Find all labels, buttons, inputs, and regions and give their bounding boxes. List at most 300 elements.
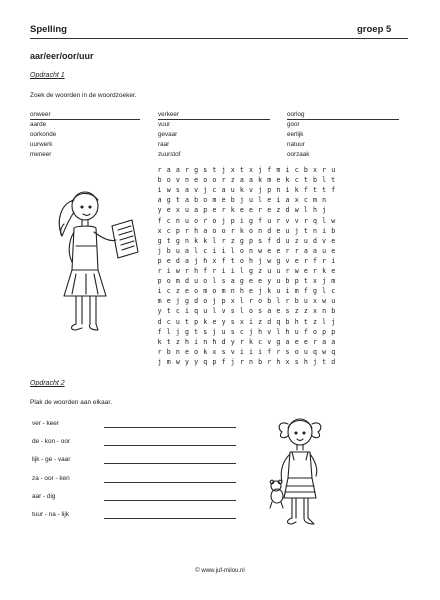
- grid-letter: e: [166, 206, 171, 215]
- grid-letter: d: [221, 337, 226, 346]
- grid-letter: u: [203, 307, 208, 316]
- answer-line[interactable]: [104, 500, 236, 501]
- grid-letter: s: [258, 307, 263, 316]
- grid-letter: j: [175, 297, 180, 306]
- grid-letter: h: [203, 256, 208, 265]
- grid-letter: r: [303, 216, 308, 225]
- grid-letter: y: [221, 317, 226, 326]
- grid-letter: u: [230, 186, 235, 195]
- grid-row: [155, 247, 338, 255]
- grid-letter: f: [157, 327, 162, 336]
- grid-letter: l: [303, 206, 308, 215]
- grid-letter: f: [203, 267, 208, 275]
- grid-letter: l: [276, 327, 281, 336]
- grid-letter: f: [267, 236, 272, 245]
- grid-letter: a: [166, 166, 171, 174]
- grid-letter: m: [267, 176, 272, 185]
- grid-letter: r: [322, 256, 327, 265]
- grid-letter: e: [331, 236, 336, 245]
- grid-letter: x: [312, 277, 317, 286]
- grid-letter: k: [239, 186, 244, 195]
- grid-letter: b: [331, 226, 336, 235]
- grid-letter: m: [203, 287, 208, 296]
- grid-letter: f: [267, 166, 272, 174]
- grid-letter: u: [221, 327, 226, 336]
- grid-letter: s: [203, 327, 208, 336]
- grid-letter: y: [185, 357, 189, 366]
- grid-letter: l: [322, 287, 327, 296]
- page-title: aar/eer/oor/uur: [30, 51, 94, 61]
- grid-letter: k: [157, 337, 162, 346]
- grid-letter: i: [248, 347, 253, 356]
- grid-letter: e: [276, 226, 281, 235]
- answer-line[interactable]: [104, 427, 236, 428]
- grid-letter: y: [157, 206, 162, 215]
- grid-letter: i: [212, 246, 217, 255]
- grid-letter: a: [322, 337, 327, 346]
- grid-letter: l: [212, 236, 217, 245]
- grid-letter: j: [322, 206, 327, 215]
- grid-letter: j: [322, 277, 327, 286]
- grid-letter: k: [203, 317, 208, 326]
- girl-reading-illustration: [30, 178, 145, 338]
- grid-letter: j: [258, 287, 263, 296]
- join-word-syllables: ver - keer: [32, 420, 59, 427]
- group-label: groep 5: [357, 24, 392, 35]
- grid-letter: b: [166, 246, 171, 255]
- grid-letter: f: [303, 186, 308, 195]
- grid-letter: h: [212, 337, 217, 346]
- grid-letter: x: [157, 226, 162, 235]
- grid-letter: i: [157, 287, 162, 296]
- grid-row: [155, 267, 338, 275]
- grid-letter: v: [267, 337, 272, 346]
- grid-letter: r: [312, 267, 317, 275]
- word-list-item: oorkonde: [30, 131, 57, 138]
- answer-line[interactable]: [104, 463, 236, 464]
- grid-letter: b: [157, 176, 162, 185]
- grid-letter: q: [331, 347, 336, 356]
- grid-letter: p: [194, 317, 199, 326]
- grid-letter: b: [258, 357, 263, 366]
- grid-row: [155, 166, 338, 174]
- grid-row: [155, 287, 338, 295]
- grid-letter: o: [248, 226, 253, 235]
- grid-letter: u: [248, 196, 253, 205]
- grid-letter: e: [166, 256, 171, 265]
- grid-letter: r: [276, 216, 281, 225]
- grid-letter: b: [285, 277, 290, 286]
- grid-letter: i: [258, 347, 263, 356]
- word-list-item: eerlijk: [287, 131, 304, 138]
- grid-letter: t: [166, 337, 171, 346]
- grid-row: [155, 227, 338, 235]
- grid-letter: w: [331, 216, 336, 225]
- grid-letter: o: [212, 216, 217, 225]
- grid-letter: p: [294, 277, 299, 286]
- grid-letter: e: [166, 297, 171, 306]
- grid-letter: c: [166, 287, 171, 296]
- grid-letter: f: [303, 287, 308, 296]
- grid-letter: x: [312, 166, 317, 174]
- grid-letter: a: [203, 226, 208, 235]
- grid-letter: h: [294, 317, 299, 326]
- grid-letter: f: [267, 347, 272, 356]
- grid-row: [155, 176, 338, 184]
- grid-letter: n: [258, 226, 263, 235]
- answer-line[interactable]: [104, 482, 236, 483]
- grid-letter: r: [212, 267, 217, 275]
- grid-letter: i: [157, 186, 162, 195]
- grid-letter: p: [212, 357, 217, 366]
- grid-row: [155, 328, 338, 336]
- grid-letter: q: [312, 347, 317, 356]
- grid-letter: a: [194, 206, 199, 215]
- grid-letter: w: [322, 297, 327, 306]
- grid-letter: r: [221, 176, 226, 185]
- grid-letter: a: [331, 337, 336, 346]
- grid-letter: k: [203, 347, 208, 356]
- grid-letter: l: [166, 327, 171, 336]
- grid-letter: e: [248, 287, 253, 296]
- grid-letter: v: [221, 307, 226, 316]
- grid-letter: i: [166, 267, 171, 275]
- grid-letter: i: [285, 287, 290, 296]
- grid-letter: z: [312, 317, 317, 326]
- grid-letter: b: [194, 196, 199, 205]
- grid-letter: e: [185, 347, 189, 356]
- grid-letter: u: [303, 236, 308, 245]
- grid-letter: r: [230, 226, 235, 235]
- grid-letter: s: [203, 166, 208, 174]
- grid-row: [155, 358, 338, 366]
- grid-letter: u: [194, 277, 199, 286]
- grid-letter: s: [285, 347, 290, 356]
- grid-letter: a: [312, 246, 317, 255]
- join-word-syllables: tuur - na - lijk: [32, 511, 69, 518]
- grid-letter: e: [276, 307, 281, 316]
- grid-row: [155, 297, 338, 305]
- grid-letter: t: [194, 327, 199, 336]
- grid-letter: d: [267, 317, 272, 326]
- grid-letter: r: [203, 216, 208, 225]
- grid-letter: z: [294, 236, 299, 245]
- grid-letter: h: [194, 267, 199, 275]
- grid-letter: c: [331, 287, 336, 296]
- word-list-item: uurwerk: [30, 141, 53, 148]
- header-divider: [30, 38, 408, 39]
- grid-letter: m: [221, 287, 226, 296]
- grid-letter: f: [221, 256, 226, 265]
- grid-letter: m: [331, 277, 336, 286]
- grid-letter: h: [185, 337, 189, 346]
- grid-letter: e: [212, 206, 217, 215]
- footer-credit: © www.juf-milou.nl: [195, 568, 245, 574]
- grid-letter: u: [267, 216, 272, 225]
- grid-letter: n: [185, 176, 189, 185]
- grid-letter: r: [312, 337, 317, 346]
- grid-letter: l: [239, 307, 244, 316]
- grid-letter: r: [239, 337, 244, 346]
- grid-letter: e: [267, 206, 272, 215]
- grid-letter: u: [285, 236, 290, 245]
- grid-letter: r: [285, 297, 290, 306]
- grid-letter: r: [303, 256, 308, 265]
- grid-letter: u: [322, 246, 327, 255]
- grid-row: [155, 318, 338, 326]
- grid-letter: j: [203, 186, 208, 195]
- grid-letter: x: [212, 256, 217, 265]
- grid-letter: o: [166, 176, 171, 185]
- grid-letter: n: [312, 226, 317, 235]
- grid-letter: t: [322, 186, 327, 195]
- grid-letter: r: [248, 297, 253, 306]
- grid-letter: f: [303, 327, 308, 336]
- grid-letter: o: [212, 287, 217, 296]
- grid-letter: w: [294, 267, 299, 275]
- grid-letter: k: [230, 206, 235, 215]
- grid-letter: u: [276, 277, 281, 286]
- word-list-rule: [30, 119, 140, 120]
- grid-row: [155, 338, 338, 346]
- word-list-item: aarde: [30, 121, 47, 128]
- grid-letter: k: [258, 176, 263, 185]
- grid-letter: x: [248, 166, 253, 174]
- grid-letter: f: [258, 216, 263, 225]
- grid-letter: q: [194, 307, 199, 316]
- grid-letter: j: [258, 256, 263, 265]
- grid-letter: i: [239, 216, 244, 225]
- grid-letter: b: [312, 176, 317, 185]
- grid-letter: z: [230, 176, 235, 185]
- grid-letter: z: [294, 307, 299, 316]
- grid-letter: d: [267, 226, 272, 235]
- grid-letter: i: [276, 196, 281, 205]
- grid-letter: e: [294, 337, 299, 346]
- grid-letter: u: [294, 327, 299, 336]
- grid-row: [155, 237, 338, 245]
- grid-letter: d: [185, 277, 189, 286]
- grid-letter: g: [248, 267, 253, 275]
- grid-letter: s: [221, 277, 226, 286]
- grid-letter: y: [194, 357, 199, 366]
- join-word-syllables: lijk - ge - vaar: [32, 456, 71, 464]
- grid-letter: a: [303, 246, 308, 255]
- grid-letter: b: [166, 347, 171, 356]
- grid-letter: k: [267, 287, 272, 296]
- grid-letter: b: [285, 317, 290, 326]
- grid-letter: l: [322, 317, 327, 326]
- grid-letter: w: [175, 267, 180, 275]
- grid-letter: o: [194, 216, 199, 225]
- girl-with-teddy-illustration: [262, 412, 344, 532]
- grid-letter: l: [276, 297, 281, 306]
- grid-letter: e: [221, 196, 226, 205]
- grid-letter: d: [285, 206, 290, 215]
- grid-letter: t: [303, 317, 308, 326]
- answer-line[interactable]: [104, 518, 236, 519]
- grid-letter: t: [303, 226, 308, 235]
- grid-letter: r: [185, 267, 189, 275]
- grid-letter: t: [239, 166, 244, 174]
- grid-letter: i: [221, 267, 226, 275]
- grid-letter: g: [276, 337, 281, 346]
- task2-instruction: Plak de woorden aan elkaar.: [30, 399, 113, 406]
- grid-letter: o: [203, 297, 208, 306]
- grid-letter: i: [322, 226, 327, 235]
- join-word-syllables: de - kon - oor: [32, 438, 71, 446]
- grid-letter: i: [248, 317, 253, 326]
- grid-letter: c: [212, 186, 217, 195]
- grid-letter: c: [175, 307, 180, 316]
- grid-letter: n: [248, 246, 253, 255]
- word-list-item: verkeer: [158, 111, 179, 118]
- grid-letter: g: [185, 327, 189, 336]
- grid-letter: e: [248, 277, 253, 286]
- word-list-rule: [158, 119, 270, 120]
- grid-row: [155, 257, 338, 265]
- grid-letter: f: [157, 216, 162, 225]
- grid-letter: s: [230, 317, 235, 326]
- word-list-item: natuur: [287, 141, 305, 148]
- grid-letter: h: [258, 327, 263, 336]
- grid-letter: c: [294, 176, 299, 185]
- grid-letter: a: [185, 186, 189, 195]
- grid-letter: n: [203, 337, 208, 346]
- grid-letter: e: [194, 176, 199, 185]
- grid-letter: j: [258, 186, 263, 195]
- grid-letter: f: [221, 357, 226, 366]
- grid-letter: p: [230, 216, 235, 225]
- grid-letter: r: [322, 166, 327, 174]
- grid-letter: a: [157, 196, 162, 205]
- grid-row: [155, 196, 329, 204]
- grid-row: [155, 307, 338, 315]
- grid-letter: m: [157, 297, 162, 306]
- grid-letter: u: [267, 267, 272, 275]
- answer-line[interactable]: [104, 445, 236, 446]
- grid-letter: w: [322, 347, 327, 356]
- grid-letter: u: [331, 297, 336, 306]
- grid-letter: k: [285, 176, 290, 185]
- grid-letter: d: [194, 297, 199, 306]
- grid-letter: n: [322, 307, 327, 316]
- grid-letter: r: [157, 267, 162, 275]
- grid-letter: d: [157, 317, 162, 326]
- grid-letter: h: [276, 357, 281, 366]
- grid-letter: v: [322, 236, 327, 245]
- grid-letter: r: [294, 246, 299, 255]
- grid-letter: e: [267, 246, 272, 255]
- grid-letter: p: [157, 277, 162, 286]
- grid-letter: e: [239, 206, 244, 215]
- grid-letter: o: [239, 246, 244, 255]
- grid-letter: o: [312, 327, 317, 336]
- grid-letter: z: [175, 337, 180, 346]
- grid-letter: t: [166, 307, 171, 316]
- grid-letter: r: [157, 347, 162, 356]
- grid-letter: o: [203, 176, 208, 185]
- grid-letter: g: [248, 216, 253, 225]
- grid-letter: j: [221, 166, 226, 174]
- grid-letter: x: [285, 357, 290, 366]
- grid-letter: y: [267, 277, 272, 286]
- grid-letter: c: [166, 226, 171, 235]
- grid-letter: o: [166, 277, 171, 286]
- grid-letter: e: [258, 277, 263, 286]
- grid-letter: w: [258, 246, 263, 255]
- grid-letter: p: [248, 236, 253, 245]
- grid-letter: m: [276, 166, 281, 174]
- grid-letter: z: [258, 267, 263, 275]
- grid-letter: e: [331, 267, 336, 275]
- grid-letter: k: [203, 236, 208, 245]
- grid-letter: a: [185, 196, 189, 205]
- grid-letter: g: [239, 277, 244, 286]
- grid-letter: d: [312, 236, 317, 245]
- word-list-item: gevaar: [158, 131, 178, 138]
- grid-letter: p: [203, 206, 208, 215]
- grid-letter: p: [175, 226, 180, 235]
- grid-letter: j: [294, 226, 299, 235]
- grid-letter: n: [276, 186, 281, 195]
- grid-letter: a: [221, 186, 226, 195]
- grid-letter: o: [203, 196, 208, 205]
- grid-letter: o: [248, 307, 253, 316]
- grid-letter: p: [267, 186, 272, 195]
- grid-letter: j: [230, 357, 235, 366]
- grid-letter: j: [248, 327, 253, 336]
- grid-letter: x: [230, 166, 235, 174]
- grid-letter: r: [276, 347, 281, 356]
- grid-letter: t: [312, 186, 317, 195]
- word-list-item: oorlog: [287, 111, 305, 118]
- grid-letter: j: [239, 196, 244, 205]
- task2-heading: Opdracht 2: [30, 380, 65, 387]
- grid-letter: y: [157, 307, 162, 316]
- grid-letter: u: [303, 297, 308, 306]
- grid-letter: u: [185, 206, 189, 215]
- grid-letter: i: [285, 166, 290, 174]
- grid-letter: w: [294, 206, 299, 215]
- grid-letter: w: [175, 357, 180, 366]
- grid-row: [155, 186, 338, 194]
- grid-letter: h: [239, 287, 244, 296]
- task1-instruction: Zoek de woorden in de woordzoeker.: [30, 92, 137, 99]
- grid-letter: t: [175, 196, 180, 205]
- grid-letter: g: [194, 166, 199, 174]
- grid-letter: a: [185, 256, 189, 265]
- word-list-item: onweer: [30, 111, 51, 118]
- grid-letter: k: [294, 186, 299, 195]
- grid-letter: n: [230, 287, 235, 296]
- grid-row: [155, 277, 338, 285]
- grid-letter: r: [239, 357, 244, 366]
- grid-letter: g: [276, 256, 281, 265]
- grid-letter: j: [157, 357, 162, 366]
- grid-letter: v: [294, 216, 299, 225]
- grid-letter: d: [276, 236, 281, 245]
- grid-letter: g: [166, 196, 171, 205]
- grid-letter: j: [331, 317, 336, 326]
- grid-letter: i: [221, 246, 226, 255]
- grid-letter: i: [239, 347, 244, 356]
- grid-letter: r: [185, 166, 189, 174]
- grid-letter: s: [285, 307, 290, 316]
- grid-letter: w: [267, 256, 272, 265]
- grid-letter: r: [285, 246, 290, 255]
- grid-letter: i: [331, 256, 336, 265]
